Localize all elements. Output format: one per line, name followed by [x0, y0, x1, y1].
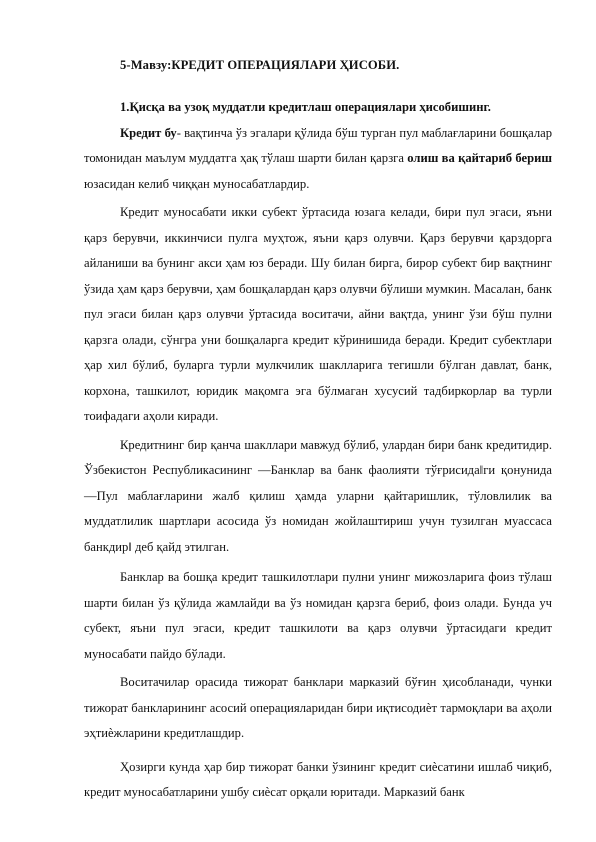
paragraph-credit-policy: Ҳозирги кунда ҳар бир тижорат банки ўзининг кредит сиѐсатини ишлаб чиқиб, кредит муносабатларини ушбу сиѐсат орқали юритади. Марказий банк [84, 759, 552, 799]
definition-text-2: юзасидан келиб чиққан муносабатлардир. [84, 176, 310, 191]
definition-text-1: - вақтинча ўз эгалари қўлида бўш турган пул маблағларини бошқалар томонидан маълум муддатга ҳақ тўлаш шарти билан қарзга [84, 125, 552, 165]
section-subheading: 1.Қисқа ва узоқ муддатли кредитлаш операциялари ҳисобишинг. [120, 100, 491, 114]
definition-term: Кредит бу [120, 125, 177, 140]
definition-bold-phrase: олиш ва қайтариб бериш [407, 151, 553, 165]
paragraph-intermediaries: Воситачилар орасида тижорат банклари марказий бўғин ҳисобланади, чунки тижорат банкларининг асосий операцияларидан бири иқтисодиѐт тармоқлари ва аҳоли эҳтиѐжларини кредитлашдир. [84, 675, 552, 740]
paragraph-credit-forms: Кредитнинг бир қанча шакллари мавжуд бўлиб, улардан бири банк кредитидир. Ўзбекистон Республикасининг ―Банклар ва банк фаолияти тўғрисидаǁги қонунида ―Пул маблағларини жалб қилиш ҳамда уларни қайтаришлик, тўловлилик ва муддатлилик шартлари асосида ўз номидан жойлаштириш учун тузилган муассаса банкдирǁ деб қайд этилган. [84, 437, 552, 554]
paragraph-credit-relations: Кредит муносабати икки субект ўртасида юзага келади, бири пул эгаси, яъни қарз берувчи, иккинчиси пулга муҳтож, яъни қарз олувчи. Қарз берувчи қарздорга айланиши ва бунинг акси ҳам юз беради. Шу билан бирга, бирор субект бир вақтнинг ўзида ҳам қарз берувчи, ҳам бошқалардан қарз олувчи бўлиши мумкин. Масалан, банк пул эгаси билан қарз олувчи ўртасида воситачи, айни вақтда, унинг ўзи бўш пулни қарзга олади, сўнгра уни бошқаларга кредит кўринишида беради. Кредит субектлари ҳар хил бўлиб, буларга турли мулкчилик шаклларига тегишли бўлган давлат, банк, корхона, ташкилот, юридик мақомга эга бўлмаган хусусий тадбиркорлар ва турли тоифадаги аҳоли киради. [84, 205, 552, 423]
paragraph-definition [84, 121, 552, 198]
document-title: 5-Мавзу:КРЕДИТ ОПЕРАЦИЯЛАРИ ҲИСОБИ. [120, 58, 400, 72]
paragraph-banks: Банклар ва бошқа кредит ташкилотлари пулни унинг мижозларига фоиз тўлаш шарти билан ўз қўлида жамлайди ва ўз номидан қарзга бериб, фоиз олади. Бунда уч субект, яъни пул эгаси, кредит ташкилоти ва қарз олувчи ўртасидаги кредит муносабати пайдо бўлади. [84, 570, 552, 661]
